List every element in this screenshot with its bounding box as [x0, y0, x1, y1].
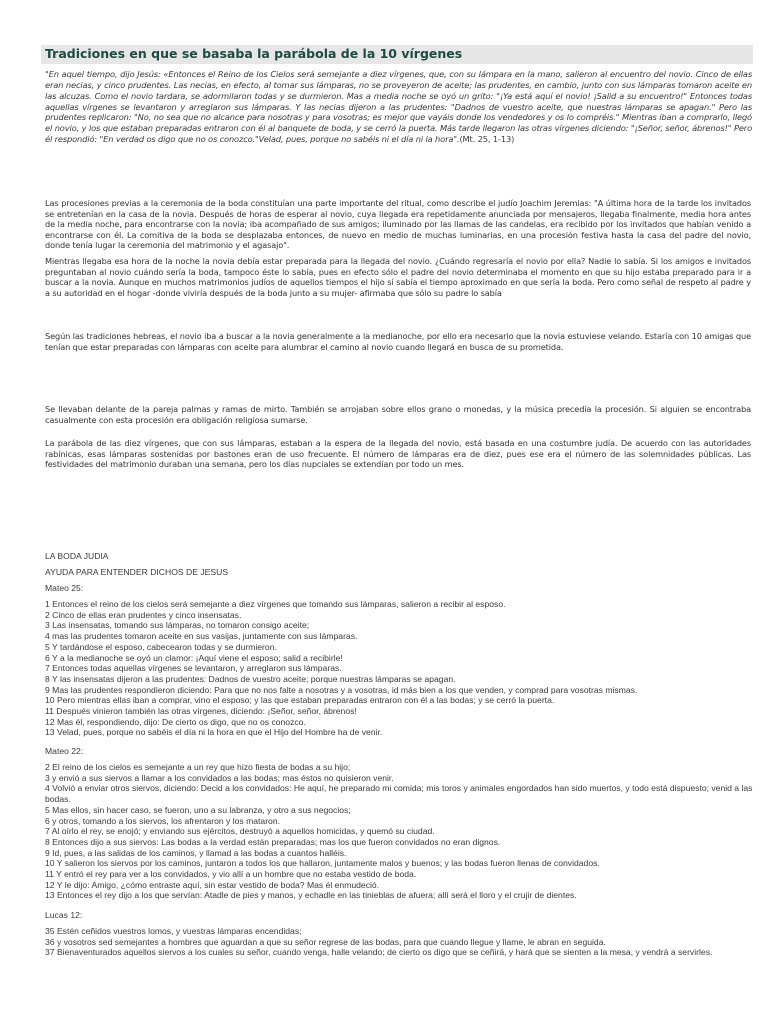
verse: 36 y vosotros sed semejantes a hombres que aguardan a que su señor regrese de las bodas, para que cuando llegue y llame, le abran en seguida. [45, 936, 606, 947]
verse: 6 y otros, tomando a los siervos, los afrentaron y los mataron. [45, 815, 281, 826]
boda-section-subtitle: AYUDA PARA ENTENDER DICHOS DE JESUS [45, 567, 229, 577]
verse: 37 Bienaventurados aquellos siervos a los cuales su señor, cuando venga, halle velando; de cierto os digo que se ceñirá, y hará que se sienten a la mesa, y vendrá a servirles. [45, 947, 713, 958]
verse: 9 Mas las prudentes respondieron diciendo: Para que no nos falte a nosotras y a vosotras, id más bien a los que venden, y comprad para vosotras mismas. [45, 684, 638, 695]
lucas12-verses [45, 926, 755, 958]
verse: 35 Estén ceñidos vuestros lomos, y vuestras lámparas encendidas; [45, 926, 302, 936]
verse: 2 El reino de los cielos es semejante a un rey que hizo fiesta de bodas a su hijo; [45, 762, 351, 772]
verse: 13 Entonces el rey dijo a los que servían: Atadle de pies y manos, y echadle en las tinieblas de afuera; allí será el lloro y el crujir de dientes. [45, 890, 577, 901]
mateo22-label: Mateo 22: [45, 746, 84, 756]
gospel-quote [45, 69, 752, 145]
verse: 9 Id, pues, a las salidas de los caminos, y llamad a las bodas a cuantos halléis. [45, 847, 347, 858]
verse: 12 Y le dijo: Amigo, ¿cómo entraste aquí, sin estar vestido de boda? Mas él enmudeció. [45, 879, 380, 890]
paragraph-parable: La parábola de las diez vírgenes, que con sus lámparas, estaban a la espera de la llegada del novio, está basada en una costumbre judía. De acuerdo con las autoridades rabínicas, esas lámparas sostenidas por bastones eran de uso frecuente. El número de lámparas era de diez, pues ese era el número de las solemnidades públicas. Las festividades del matrimonio duraban una semana, pero los días nupciales se extendían por todo un mes. [45, 438, 751, 470]
verse: 4 Volvió a enviar otros siervos, diciendo: Decid a los convidados: He aquí, he preparado mi comida; mis toros y animales engordados han sido muertos, y todo está dispuesto; venid a las bodas. [45, 783, 753, 805]
verse: 1 Entonces el reino de los cielos será semejante a diez vírgenes que tomando sus lámparas, salieron a recibir al esposo. [45, 599, 506, 609]
verse: 3 Las insensatas, tomando sus lámparas, no tomaron consigo aceite; [45, 620, 310, 631]
verse: 10 Pero mientras ellas iban a comprar, vino el esposo; y las que estaban preparadas entraron con él a las bodas; y se cerró la puerta. [45, 695, 555, 706]
quote-text: "En aquel tiempo, dijo Jesús: «Entonces el Reino de los Cielos será semejante a diez vírgenes, que, con su lámpara en la mano, salieron al encuentro del novio. Cinco de ellas eran necias, y cinco prudentes. Las necias, en efecto, al tomar sus lámparas, no se proveyeron de aceite; las prudentes, en cambio, junto con sus lámparas tomaron aceite en las alcuzas. Como el novio tardara, se adormilaron todas y se durmieron. Mas a media noche se oyó un grito: "¡Ya está aquí el novio! ¡Salid a su encuentro!" Entonces todas aquellas vírgenes se levantaron y arreglaron sus lámparas. Y las necias dijeron a las prudentes: "Dadnos de vuestro aceite, que nuestras lámparas se apagan." Pero las prudentes replicaron: "No, no sea que no alcance para nosotras y para vosotras; es mejor que vayáis donde los vendedores y os lo compréis." Mientras iban a comprarlo, llegó el novio, y los que estaban preparadas entraron con él al banquete de boda, y se cerró la puerta. Más tarde llegaron las otras vírgenes diciendo: "¡Señor, señor, ábrenos!" Pero él respondió: "En verdad os digo que no os conozco."Velad, pues, porque no sabéis ni el día ni la hora". [45, 69, 752, 145]
mateo25-label: Mateo 25: [45, 583, 84, 593]
quote-reference: (Mt. 25, 1-13) [459, 134, 515, 145]
verse: 4 mas las prudentes tomaron aceite en sus vasijas, juntamente con sus lámparas. [45, 631, 358, 642]
verse: 11 Después vinieron también las otras vírgenes, diciendo: ¡Señor, señor, ábrenos! [45, 706, 357, 717]
verse: 11 Y entró el rey para ver a los convidados, y vio allí a un hombre que no estaba vestido de boda. [45, 869, 417, 880]
lucas12-label: Lucas 12: [45, 910, 83, 920]
verse: 5 Y tardándose el esposo, cabecearon todas y se durmieron. [45, 641, 277, 652]
paragraph-waiting: Mientras llegaba esa hora de la noche la novia debía estar preparada para la llegada del novio. ¿Cuándo regresaría el novio por ella? Nadie lo sabía. Si los amigos e invitados preguntaban al novio cuándo sería la boda, tampoco éste lo sabía, pues en efecto sólo el padre del novio determinaba el momento en que su hijo estaba preparado para ir a buscar a la novia. Aunque en muchos matrimonios judíos de aquellos tiempos el hijo sí sabía el tiempo aproximado en que sería la boda. Pero como señal de respeto al padre y a su autoridad en el hogar -donde viviría después de la boda junto a su mujer- afirmaba que sólo su padre lo sabía [45, 256, 751, 298]
paragraph-traditions: Según las tradiciones hebreas, el novio iba a buscar a la novia generalmente a la medianoche, por ello era necesario que la novia estuviese velando. Estaría con 10 amigas que tenían que estar preparadas con lámparas con aceite para alumbrar el camino al novio cuando llegará en busca de su prometida. [45, 331, 751, 352]
verse: 3 y envió a sus siervos a llamar a los convidados a las bodas; mas éstos no quisieron venir. [45, 772, 394, 783]
verse: 8 Y las insensatas dijeron a las prudentes: Dadnos de vuestro aceite; porque nuestras lámparas se apagan. [45, 673, 456, 684]
mateo25-verses [45, 599, 755, 738]
page-title: Tradiciones en que se basaba la parábola de la 10 vírgenes [45, 46, 463, 61]
title-bar [41, 45, 753, 64]
verse: 10 Y salieron los siervos por los caminos, juntaron a todos los que hallaron, juntamente malos y buenos; y las bodas fueron llenas de convidados. [45, 858, 600, 869]
paragraph-palms: Se llevaban delante de la pareja palmas y ramas de mirto. También se arrojaban sobre ellos grano o monedas, y la música precedía la procesión. Si alguien se encontraba casualmente con esta procesión era obligación religiosa sumarse. [45, 404, 751, 425]
verse: 5 Mas ellos, sin hacer caso, se fueron, uno a su labranza, y otro a sus negocios; [45, 804, 351, 815]
verse: 7 Entonces todas aquellas vírgenes se levantaron, y arreglaron sus lámparas. [45, 663, 342, 674]
verse: 7 Al oírlo el rey, se enojó; y enviando sus ejércitos, destruyó a aquellos homicidas, y quemó su ciudad. [45, 826, 435, 837]
verse: 2 Cinco de ellas eran prudentes y cinco insensatas. [45, 609, 242, 620]
boda-section-title: LA BODA JUDIA [45, 551, 109, 561]
paragraph-processions: Las procesiones previas a la ceremonia de la boda constituían una parte importante del ritual, como describe el judío Joachim Jeremias: "A última hora de la tarde los invitados se entretenían en la casa de la novia. Después de horas de esperar al novio, cuya llegada era repetidamente anunciada por mensajeros, llegaba finalmente, media hora antes de la media noche, para encontrarse con la novia; iba acompañado de sus amigos; iluminado por las llamas de las candelas, era recibido por los invitados que habían venido a encontrarse con él. La comitiva de la boda se desplazaba entonces, de nuevo en medio de muchas luminarias, en una procesión festiva hasta la casa del padre del novio, donde tenía lugar la ceremonia del matrimonio y el agasajo". [45, 198, 751, 251]
verse: 6 Y a la medianoche se oyó un clamor: ¡Aquí viene el esposo; salid a recibirle! [45, 652, 343, 663]
verse: 13 Velad, pues, porque no sabéis el día ni la hora en que el Hijo del Hombre ha de venir. [45, 727, 383, 738]
verse: 8 Entonces dijo a sus siervos: Las bodas a la verdad están preparadas; mas los que fueron convidados no eran dignos. [45, 836, 501, 847]
mateo22-verses [45, 762, 755, 901]
verse: 12 Mas él, respondiendo, dijo: De cierto os digo, que no os conozco. [45, 716, 306, 727]
